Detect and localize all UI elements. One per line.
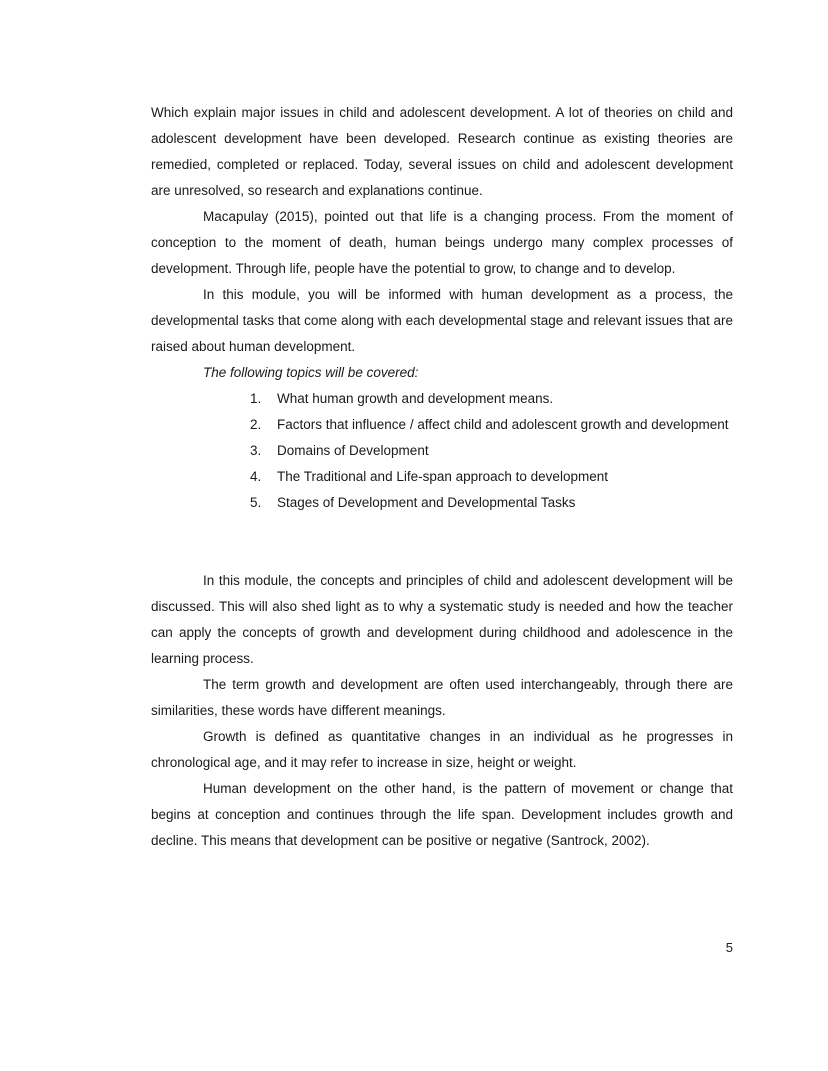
paragraph-intro-theories: Which explain major issues in child and adolescent development. A lot of theories on child and adolescent development have been developed. Research continue as existing theories are remedied, completed or replaced. Today, several issues on child and adolescent development are unresolved, so research and explanations continue. [151,105,733,198]
paragraph-growth-definition: Growth is defined as quantitative changes in an individual as he progresses in chronological age, and it may refer to increase in size, height or weight. [151,729,733,770]
list-item: What human growth and development means. [277,391,554,406]
paragraph-concepts-principles: In this module, the concepts and principles of child and adolescent development will be discussed. This will also shed light as to why a systematic study is needed and how the teacher can apply the concepts of growth and development during childhood and adolescence in the learning process. [151,573,733,666]
topics-list [151,386,733,516]
topics-heading: The following topics will be covered: [203,365,419,380]
paragraph-growth-development-terms: The term growth and development are often used interchangeably, through there are similarities, these words have different meanings. [151,677,733,718]
section-spacer [151,542,733,568]
list-item: The Traditional and Life-span approach to development [277,469,608,484]
section-spacer [151,516,733,542]
paragraph-module-overview: In this module, you will be informed with human development as a process, the developmental tasks that come along with each developmental stage and relevant issues that are raised about human development. [151,287,733,354]
paragraph-human-development-definition: Human development on the other hand, is the pattern of movement or change that begins at conception and continues through the life span. Development includes growth and decline. This means that development can be positive or negative (Santrock, 2002). [151,781,733,848]
list-item: Factors that influence / affect child and adolescent growth and development [277,417,729,432]
list-item: Stages of Development and Developmental Tasks [277,495,576,510]
page-body [151,100,733,854]
paragraph-macapulay: Macapulay (2015), pointed out that life is a changing process. From the moment of conception to the moment of death, human beings undergo many complex processes of development. Through life, people have the potential to grow, to change and to develop. [151,209,733,276]
list-item: Domains of Development [277,443,429,458]
page-number: 5 [725,940,733,955]
